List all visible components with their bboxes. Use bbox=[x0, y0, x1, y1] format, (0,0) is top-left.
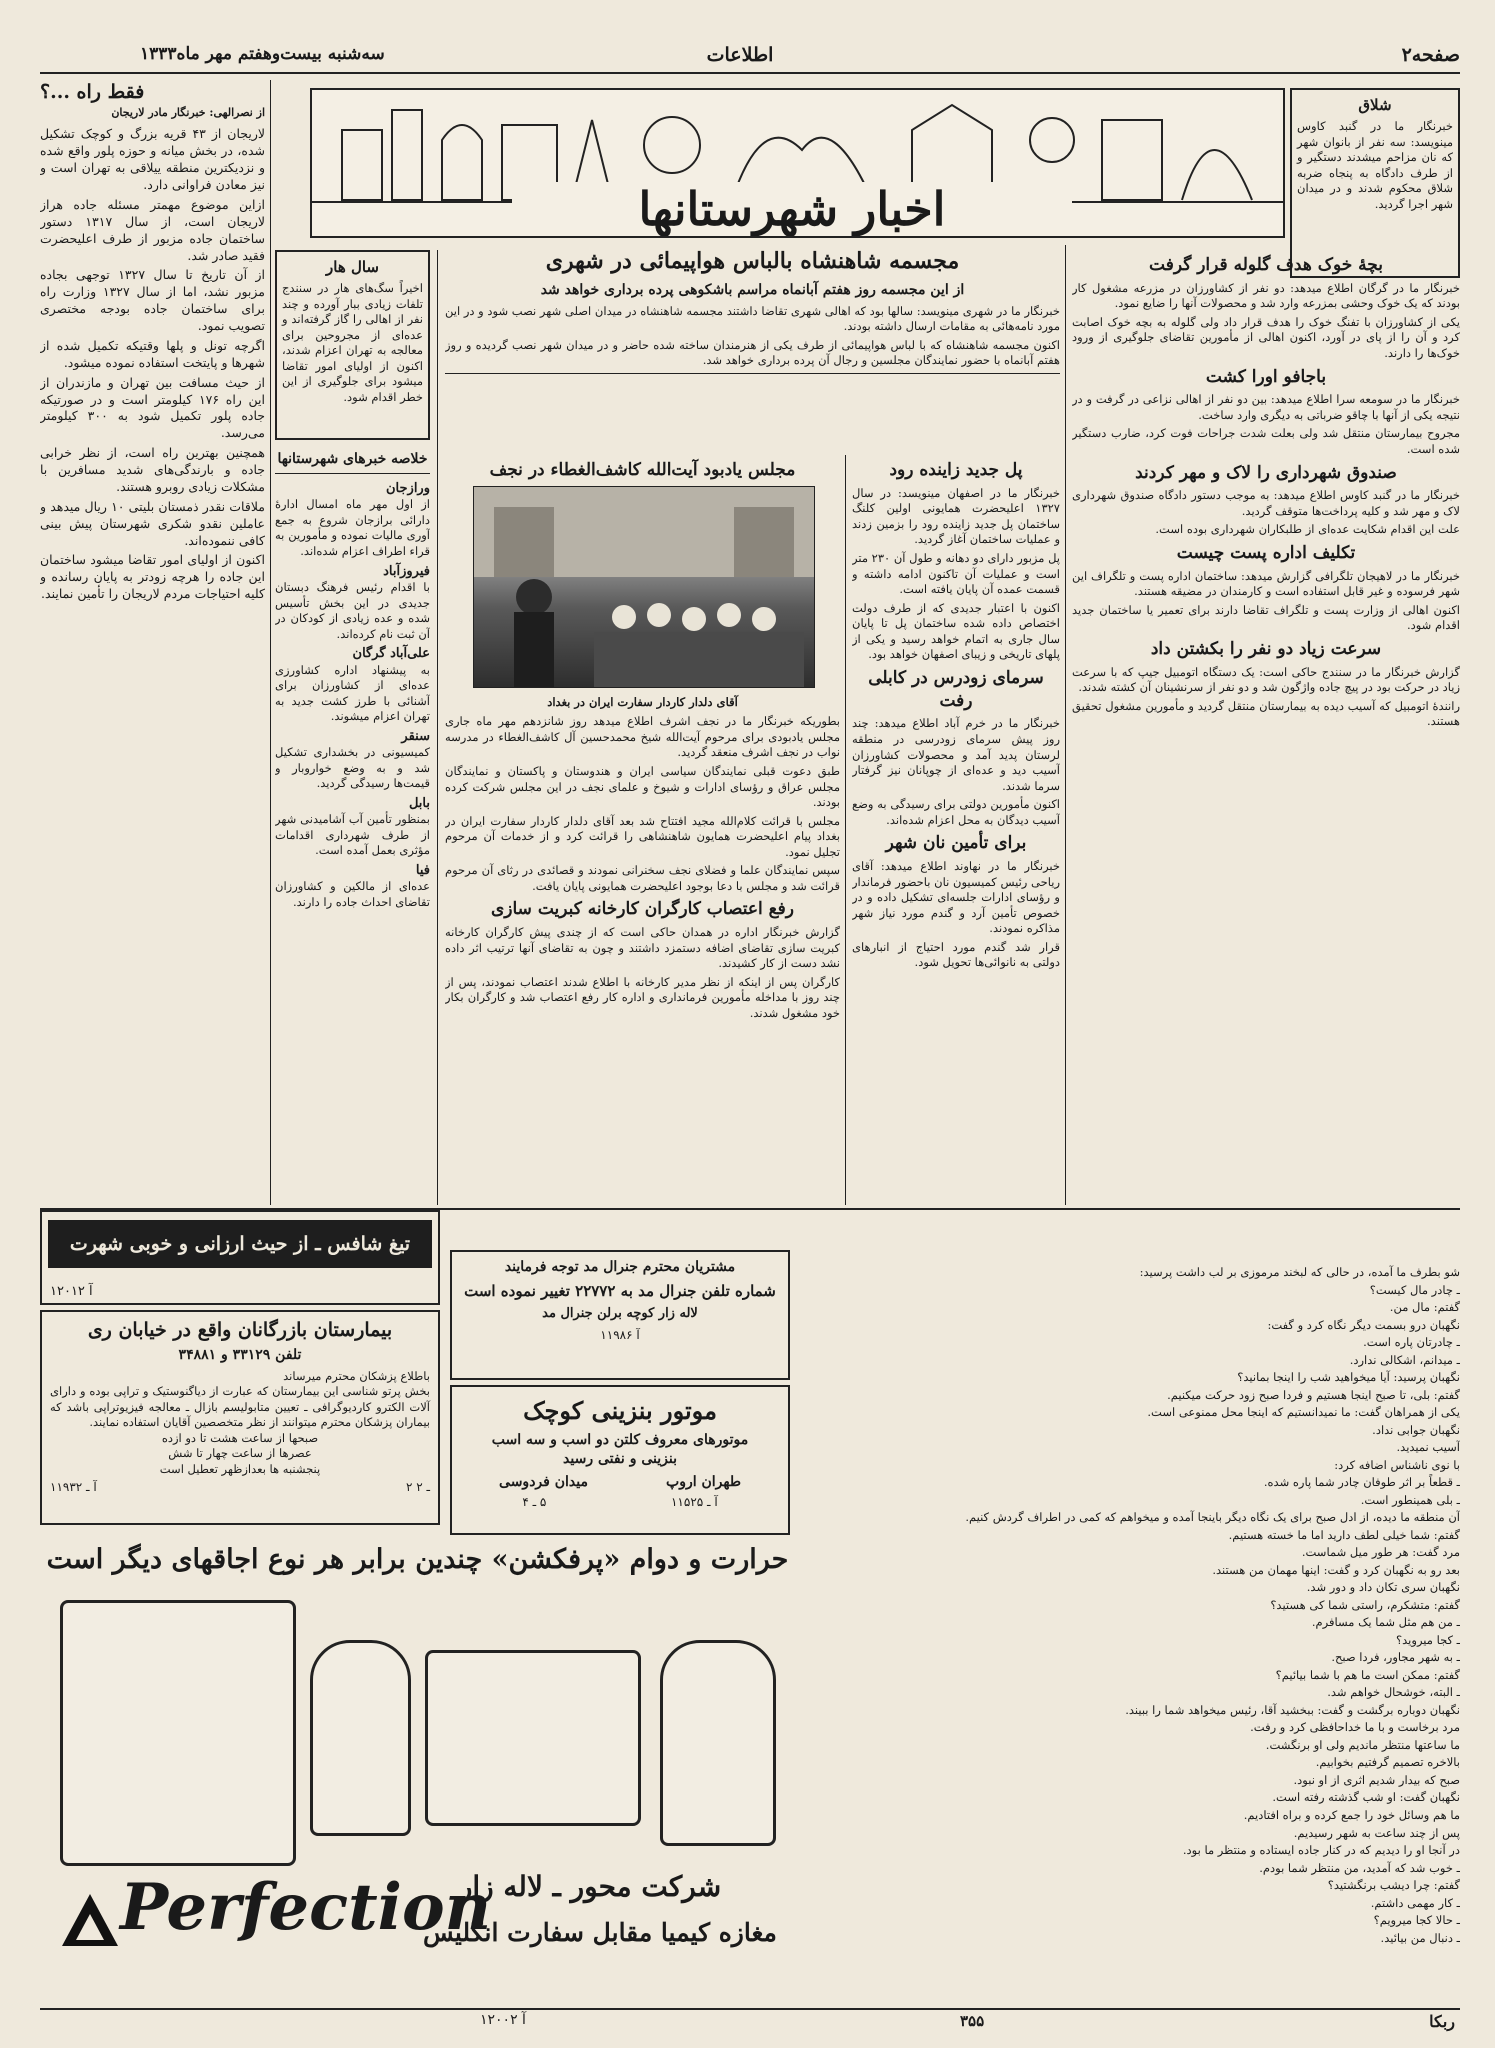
khulasa-item-text: با اقدام رئیس فرهنگ دبستان جدیدی در این بخش تأسیس شده و عده زیادی از کودکان در آن ثبت نام کرده‌اند. bbox=[275, 580, 430, 641]
hospital-line: پنجشنبه ها بعدازظهر تعطیل است bbox=[159, 1461, 321, 1476]
perfection-brand: Perfection bbox=[120, 1870, 492, 1945]
article-headline: پل جدید زاینده رود bbox=[889, 460, 1023, 480]
article-para: اکنون با اعتبار جدیدی که از طرف دولت اختصاص داده شده ساختمان پل تا پایان سال جاری به اتمام خواهد رسید و یکی از پلهای تاریخی و زیبای اصفهان خواهد بود. bbox=[852, 600, 1060, 662]
left-para: همچنین بهترین راه است، از نظر خرابی جاده و بارندگی‌های شدید مسافرین با مشکلات زیادی روبرو هستند. bbox=[40, 445, 265, 494]
hospital-title: بیمارستان بازرگانان واقع در خیابان ری bbox=[87, 1319, 393, 1341]
khulasa-item-text: بمنظور تأمین آب آشامیدنی شهر از طرف شهرداری اقدامات مؤثری بعمل آمده است. bbox=[275, 812, 430, 858]
left-para: ملاقات نقدر ذمستان بلیتی ۱۰ ریال میدهد و عاملین نقدو شکری شهرستان پیش بینی کافی ننموده‌اند. bbox=[40, 498, 265, 548]
khulasa-item-head: سنقر bbox=[401, 728, 430, 744]
story-line: شو بطرف ما آمده، در حالی که لبخند مرموزی بر لب داشت پرسید: bbox=[1139, 1265, 1460, 1279]
story-line: یکی از همراهان گفت: ما نمیدانستیم که اینجا محل ممنوعی است. bbox=[1147, 1405, 1460, 1420]
article-subhead: از این مجسمه روز هفتم آبانماه مراسم باشکوهی پرده برداری خواهد شد bbox=[540, 281, 965, 298]
ad-general-mod bbox=[450, 1250, 790, 1380]
hospital-line: باطلاع پزشکان محترم میرساند bbox=[283, 1368, 430, 1383]
article-para: بطوریکه خبرنگار ما در نجف اشرف اطلاع میدهد روز شانزدهم مهر ماه جاری مجلس یادبودی برای مرحوم آیت‌الله شیخ محمدحسین آل کاشف‌الغطاء در مدرسه نواب در نجف اشرف منعقد گردید. bbox=[445, 714, 840, 760]
left-para: اکنون از اولیای امور تقاضا میشود ساختمان این جاده را هرچه زودتر به پایان رسانده و کلیه احتیاجات مردم لاریجان را تأمین نمایند. bbox=[40, 552, 265, 602]
article-para: کارگران پس از اینکه از نظر مدیر کارخانه با اطلاع شدند اعتصاب نمودند، پس از چند روز با مداخله مأمورین فرمانداری و اداره کار رفع اعتصاب شد و کارگران بکار خود مشغول شدند. bbox=[445, 974, 840, 1020]
story-line: آسیب نمیدید. bbox=[1396, 1440, 1460, 1455]
article-para: خبرنگار ما در گرگان اطلاع میدهد: دو نفر از کشاورزان در مزرعه مشغول کار بودند که یک خوک وحشی بمزرعه وارد شد و محصولات آنها را ضایع نمود. bbox=[1072, 280, 1460, 311]
story-line: بعد رو به نگهبان کرد و گفت: اینها مهمان من هستند. bbox=[1212, 1562, 1460, 1577]
article-headline: سرمای زودرس در کابلی رفت bbox=[868, 667, 1044, 711]
masthead bbox=[40, 44, 1460, 70]
article-para: خبرنگار ما در شهری مینویسد: سالها بود که اهالی شهری تقاضا داشتند مجسمه شاهنشاه در میدان اصلی شهر نصب شود و در این مورد نامه‌هائی به مقامات ارسال داشته بودند. bbox=[445, 303, 1060, 334]
bridge-column bbox=[852, 455, 1060, 1205]
story-line: ما ساعتها منتظر ماندیم ولی او برنگشت. bbox=[1265, 1737, 1460, 1752]
story-line: گفتم: بلی، تا صبح اینجا هستیم و فردا صبح زود حرکت میکنیم. bbox=[1167, 1387, 1460, 1402]
column-rule bbox=[270, 80, 271, 1205]
general-line-1: مشتریان محترم جنرال مد توجه فرمایند bbox=[504, 1259, 736, 1275]
article-headline: مجسمه شاهنشاه بالباس هواپیمائی در شهری bbox=[545, 248, 960, 274]
masthead-rule bbox=[40, 72, 1460, 74]
article-headline: رفع اعتصاب کارگران کارخانه کبریت سازی bbox=[490, 899, 795, 920]
story-line: مرد گفت: هر طور میل شماست. bbox=[1301, 1545, 1460, 1560]
story-line: ـ البته، خوشحال خواهم شد. bbox=[1327, 1685, 1460, 1700]
story-line: ما هم وسائل خود را جمع کرده و براه افتادیم. bbox=[1243, 1807, 1460, 1822]
banner bbox=[310, 88, 1285, 238]
article-headline: تکلیف اداره پست چیست bbox=[1176, 543, 1356, 563]
story-line: نگهبان دوباره برگشت و گفت: ببخشید آقا، رئیس میخواهد شما را ببیند. bbox=[1125, 1702, 1460, 1717]
hospital-phone: تلفن ۳۳۱۲۹ و ۳۴۸۸۱ bbox=[178, 1346, 302, 1363]
khulasa-item-text: عده‌ای از مالکین و کشاورزان تقاضای احداث جاده را دارند. bbox=[275, 879, 430, 909]
article-para: مجلس با قرائت کلام‌الله مجید افتتاح شد بعد آقای دلدار کاردار سفارت ایران در بغداد پیام اعلیحضرت همایون شاهنشاهی را قرائت کرد و از خدمات آن مرحوم تجلیل نمود. bbox=[445, 813, 840, 859]
story-line: ـ کار مهمی داشتم. bbox=[1370, 1895, 1460, 1910]
article-para: یکی از کشاورزان با تفنگ خوک را هدف قرار داد ولی گلوله به بچه خوک اصابت کرد و آن را از پای در آورد، اکنون اهالی از مأمورین تقاضای جلوگیری از ورود خوک‌ها را دارند. bbox=[1072, 314, 1460, 360]
article-headline: صندوق شهرداری را لاک و مهر کردند bbox=[1135, 462, 1397, 483]
article-para: سپس نمایندگان علما و فضلای نجف سخنرانی نمودند و قصائدی در رثای آن مرحوم قرائت شد و مجلس با دعا بوجود اعلیحضرت همایونی پایان یافت. bbox=[445, 863, 840, 893]
ad-tigh-shafs bbox=[40, 1210, 440, 1305]
story-line: پس از چند ساعت به شهر رسیدیم. bbox=[1293, 1825, 1460, 1840]
khulasa-item-head: بابل bbox=[408, 795, 430, 811]
heater-illustration bbox=[425, 1650, 641, 1826]
khulasa-item-text: کمیسیونی در بخشداری تشکیل شد و به وضع خواروبار و قیمت‌ها رسیدگی گردید. bbox=[275, 745, 430, 791]
article-para: گزارش خبرنگار اداره در همدان حاکی است که از چندی پیش کارگران کارخانه کبریت سازی تقاضای اضافه دستمزد داشتند و چون به تقاضای آنها ترتیب اثر داده نشد دست از کار کشیدند. bbox=[445, 925, 840, 971]
article-para: خبرنگار ما در اصفهان مینویسد: در سال ۱۳۲۷ اعلیحضرت همایونی اولین کلنگ ساختمان پل جدید زاینده رود را بزمین زدند و عملیات ساختمان آغاز گردید. bbox=[852, 485, 1060, 547]
story-line: در آنجا او را دیدیم که در کنار جاده ایستاده و منتظر ما بود. bbox=[1182, 1843, 1460, 1858]
story-line: گفتم: متشکرم، راستی شما کی هستید؟ bbox=[1270, 1597, 1460, 1612]
heater-illustration bbox=[310, 1640, 411, 1836]
story-line: گفتم: شما خیلی لطف دارید اما ما خسته هستیم. bbox=[1228, 1527, 1460, 1542]
motor-code: آ ـ ۱۱۵۲۵ bbox=[670, 1495, 718, 1510]
story-line: ـ دنبال من بیائید. bbox=[1380, 1930, 1460, 1945]
ad-tigh-text: تیغ شافس ـ از حیث ارزانی و خوبی شهرت جهانی دارد bbox=[48, 1220, 432, 1268]
left-para: از آن تاریخ تا سال ۱۳۲۷ توجهی بجاده مزبور نشد، اما از سال ۱۳۲۷ وزارت راه برای ساختمان جاده بودجه مختصری تصویب نمود. bbox=[40, 267, 265, 334]
footer-page: ۳۵۵ bbox=[960, 2012, 985, 2030]
hospital-line: عصرها از ساعت چهار تا شش bbox=[168, 1446, 312, 1461]
khulasa-title: خلاصه خبرهای شهرستانها bbox=[275, 450, 430, 474]
story-line: نگهبان پرسید: آیا میخواهید شب را اینجا بمانید؟ bbox=[1237, 1370, 1460, 1385]
article-headline: باجافو اورا کشت bbox=[1205, 366, 1327, 387]
ad-tigh-code: آ ۱۲۰۱۲ bbox=[50, 1284, 93, 1299]
hospital-code: آ ـ ۱۱۹۳۲ bbox=[50, 1480, 97, 1495]
footer-code: آ ۱۲۰۰۲ bbox=[480, 2012, 526, 2028]
story-line: ـ خوب شد که آمدید، من منتظر شما بودم. bbox=[1259, 1860, 1460, 1875]
article-para: علت این اقدام شکایت عده‌ای از طلبکاران شهرداری بوده است. bbox=[1155, 522, 1460, 537]
date-line: سه‌شنبه بیست‌وهفتم مهر ماه۱۳۳۳ bbox=[140, 44, 385, 64]
hospital-line: بخش پرتو شناسی این بیمارستان که عبارت از دیاگنوستیک و تراپی بوده و دارای آلات الکترو کاردیوگرافی ـ تعیین متابولیسم بازال ـ معالجه فیزیوتراپی باشد که بیماران پزشکان محترم میتوانند از نظر متخصصین آقایان استفاده نمایند. bbox=[50, 1384, 430, 1430]
story-line: ـ بلی همینطور است. bbox=[1360, 1492, 1460, 1507]
khulasa-item-head: ورازجان bbox=[386, 480, 430, 496]
story-lines-container bbox=[800, 1265, 1460, 1946]
article-para: خبرنگار ما در لاهیجان تلگرافی گزارش میدهد: ساختمان اداره پست و تلگراف این شهر فرسوده و غیر قابل استفاده است و کارمندان در مضیقه هستند. bbox=[1072, 568, 1460, 599]
box-title: شلاق bbox=[1358, 96, 1392, 114]
khulasa-column bbox=[275, 450, 430, 1205]
story-line: ـ قطعاً بر اثر طوفان چادر شما پاره شده. bbox=[1263, 1475, 1460, 1490]
motor-line-2: بنزینی و نفتی رسید bbox=[563, 1451, 677, 1468]
news-box-sag bbox=[275, 250, 430, 440]
khulasa-item-head: فیا bbox=[415, 862, 430, 878]
story-line: ـ میدانم، اشکالی ندارد. bbox=[1349, 1352, 1460, 1367]
story-line: بالاخره تصمیم گرفتیم بخوابیم. bbox=[1315, 1755, 1460, 1770]
article-para: قرار شد گندم مورد احتیاج از انبارهای دولتی به نانوائی‌ها تحویل شود. bbox=[852, 939, 1060, 970]
photo-caption: آقای دلدار کاردار سفارت ایران در بغداد bbox=[547, 694, 738, 709]
article-para: خبرنگار ما در خرم آباد اطلاع میدهد: چند روز پیش سرمای زودرسی در منطقه لرستان پدید آمد و محصولات کشاورزان آسیب دید و عده‌ای از چوپانان نیز گرفتار سرما شدند. bbox=[852, 716, 1060, 793]
general-line-2: شماره تلفن جنرال مد به ۲۲۷۷۲ تغییر نموده است bbox=[464, 1281, 776, 1300]
story-line: نگهبان گفت: او شب گذشته رفته است. bbox=[1272, 1790, 1460, 1805]
perfection-company: شرکت محور ـ لاله زار bbox=[458, 1870, 722, 1903]
article-para: رانندهٔ اتومبیل که آسیب دیده به بیمارستان منتقل گردید و مأمورین مشغول تحقیق هستند. bbox=[1072, 698, 1460, 729]
ad-motor bbox=[450, 1385, 790, 1535]
perfection-shop: مغازه کیمیا مقابل سفارت انگلیس bbox=[423, 1918, 777, 1947]
footer-left: ربکا bbox=[1429, 2012, 1455, 2031]
paper-name: اطلاعات bbox=[706, 44, 774, 66]
article-para: طبق دعوت قبلی نمایندگان سیاسی ایران و هندوستان و پاکستان و نمایندگان مجلس عراق و رؤسای ادارات و شیوخ و علمای نجف در این مجلس شرکت کرده بودند. bbox=[445, 764, 840, 810]
ad-perfection bbox=[40, 1540, 795, 2005]
article-headline: بچهٔ خوک هدف گلوله قرار گرفت bbox=[1149, 255, 1383, 275]
khulasa-item-head: علی‌آباد گرگان bbox=[352, 646, 430, 662]
footer-rule bbox=[40, 2008, 1460, 2010]
banner-title: اخبار شهرستانها bbox=[512, 182, 1072, 236]
left-para: لاریجان از ۴۳ قریه بزرگ و کوچک تشکیل شده، در بخش میانه و حوزه پلور واقع شده و نزدیکترین منطقه ییلاقی به تهران است و نیز معادن فراوانی دارد. bbox=[40, 126, 265, 193]
article-headline: مجلس یادبود آیت‌الله کاشف‌الغطاء در نجف bbox=[489, 460, 796, 480]
article-headline: برای تأمین نان شهر bbox=[885, 833, 1027, 854]
motor-code: ۵ ـ ۴ bbox=[522, 1495, 547, 1510]
story-line: صبح که بیدار شدیم اثری از او نبود. bbox=[1293, 1772, 1460, 1787]
story-line: ـ چادر مال کیست؟ bbox=[1369, 1282, 1460, 1297]
perfection-slogan: حرارت و دوام «پرفکشن» چندین برابر هر نوع اجاقهای دیگر است bbox=[46, 1544, 789, 1575]
box-text: اخیراً سگ‌های هار در سنندج تلفات زیادی ببار آورده و چند نفر از اهالی را گاز گرفته‌اند و عده‌ای از مجروحین برای معالجه به تهران اعزام شدند، اکنون از اولیای امور تقاضا میشود برای جلوگیری از این خطر اقدام شود. bbox=[282, 281, 423, 404]
ad-hospital bbox=[40, 1310, 440, 1525]
box-text: خبرنگار ما در گنبد کاوس مینویسد: سه نفر از بانوان شهر که نان مزاحم میشدند دستگیر و از طرف دادگاه به پنجاه ضربه شلاق محکوم شدند و در میدان شهر اجرا گردید. bbox=[1297, 119, 1453, 211]
heater-illustration bbox=[60, 1600, 296, 1866]
najaf-article bbox=[445, 455, 840, 1205]
left-para: از حیث مسافت بین تهران و مازندران از این راه ۱۷۶ کیلومتر است و در صورتیکه جاده پلور تکمیل شود به ۳۰۰ کیلومتر می‌رسد. bbox=[40, 374, 265, 441]
story-line: با نوی ناشناس اضافه کرد: bbox=[1334, 1457, 1460, 1472]
najaf-photo bbox=[473, 486, 815, 688]
article-para: اکنون مجسمه شاهنشاه که با لباس هواپیمائی از طرف یکی از هنرمندان ساخته شده حاضر و در میدان شهر نصب گردیده و روز هفتم آبانماه با حضور نمایندگان مجلسین و رجال آن پرده برداری خواهد شد. bbox=[445, 337, 1060, 368]
left-byline: از نصرالهی: خبرنگار مادر لاریجان bbox=[111, 105, 265, 119]
story-line: آن منطقه ما دیده، از ادل صبح برای یک نگاه دیگر باینجا آمده و میخواهم که کمی در اطراف گردش کنیم. bbox=[965, 1510, 1460, 1525]
column-rule bbox=[845, 455, 846, 1205]
general-line-3: لاله زار کوچه برلن جنرال مد bbox=[542, 1306, 698, 1322]
column-rule bbox=[437, 250, 438, 1205]
right-column bbox=[1072, 250, 1460, 1205]
khulasa-item-text: به پیشنهاد اداره کشاورزی عده‌ای از کشاورزان برای آشنائی با طرز کشت جدید به تهران اعزام میشوند. bbox=[275, 662, 430, 724]
story-line: نگهبان درو بسمت دیگر نگاه کرد و گفت: bbox=[1267, 1317, 1460, 1332]
article-para: اکنون مأمورین دولتی برای رسیدگی به وضع آسیب دیدگان به محل اعزام شده‌اند. bbox=[852, 797, 1060, 827]
left-para: ازاین موضوع مهمتر مسئله جاده هراز لاریجان است، از سال ۱۳۱۷ دستور ساختمان جاده مزبور از طرف اعلیحضرت فقید صادر شد. bbox=[40, 196, 265, 263]
story-line: مرد برخاست و با ما خداحافظی کرد و رفت. bbox=[1250, 1720, 1460, 1735]
left-para: اگرچه تونل و پلها وقتیکه تکمیل شده از شهرها و پایتخت استفاده نموده میشود. bbox=[40, 337, 265, 370]
story-line: ـ کجا میروید؟ bbox=[1396, 1632, 1460, 1647]
khulasa-item-head: فیروزآباد bbox=[383, 563, 430, 579]
story-line: ـ حالا کجا میرویم؟ bbox=[1373, 1913, 1460, 1928]
story-line: نگهبان سری تکان داد و دور شد. bbox=[1306, 1580, 1460, 1595]
box-title: سال هار bbox=[326, 258, 379, 276]
story-line: ـ چادرتان پاره است. bbox=[1363, 1335, 1460, 1350]
story-line: گفتم: مال من. bbox=[1389, 1300, 1460, 1315]
page-label: صفحه۲ bbox=[1401, 44, 1460, 66]
khulasa-item-text: از اول مهر ماه امسال ادارهٔ دارائی برازجان شروع به جمع آوری مالیات نموده و مأمورین به قراء اطراف اعزام شده‌اند. bbox=[275, 497, 430, 558]
article-para: خبرنگار ما در سومعه سرا اطلاع میدهد: بین دو نفر از اهالی نزاعی در گرفت و در نتیجه یکی از آنها با چاقو ضرباتی به دیگری وارد ساخت. bbox=[1072, 392, 1460, 422]
general-code: آ ۱۱۹۸۶ bbox=[600, 1327, 640, 1342]
article-headline: سرعت زیاد دو نفر را بکشتن داد bbox=[1150, 639, 1382, 659]
story-line: گفتم: ممکن است ما هم با شما بیائیم؟ bbox=[1275, 1667, 1460, 1682]
article-para: خبرنگار ما در گنبد کاوس اطلاع میدهد: به موجب دستور دادگاه صندوق شهرداری لاک و مهر شد و کلیه پرداخت‌ها متوقف گردید. bbox=[1072, 488, 1460, 518]
motor-line-1: موتورهای معروف کلتن دو اسب و سه اسب bbox=[491, 1432, 749, 1449]
article-para: خبرنگار ما در نهاوند اطلاع میدهد: آقای ریاحی رئیس کمیسیون نان باحضور فرماندار و رؤسای ادارات جلسه‌ای تشکیل داده و در خصوص تأمین آرد و گندم مورد نیاز شهر مذاکره نمودند. bbox=[852, 859, 1060, 936]
column-rule bbox=[1065, 245, 1066, 1205]
story-line: نگهبان جوابی نداد. bbox=[1372, 1422, 1460, 1437]
motor-title: موتور بنزینی کوچک bbox=[523, 1396, 717, 1425]
article-para: پل مزبور دارای دو دهانه و طول آن ۲۳۰ متر است و عملیات آن تاکنون ادامه داشته و قسمت عمده آن پایان یافته است. bbox=[852, 551, 1060, 597]
heater-illustration bbox=[660, 1640, 776, 1846]
article-para: گزارش خبرنگار ما در سنندج حاکی است: یک دستگاه اتومبیل جیپ که با سرعت زیاد در حرکت بود در پیچ جاده واژگون شد و دو نفر از سرنشینان آن کشته شدند. bbox=[1072, 664, 1460, 695]
article-para: اکنون اهالی از وزارت پست و تلگراف تقاضا دارند برای تعمیر یا ساختمان جدید اقدام شود. bbox=[1072, 602, 1460, 633]
motor-address-a: طهران اروپ bbox=[666, 1474, 741, 1491]
story-column bbox=[800, 1265, 1460, 2005]
story-line: ـ من هم مثل شما یک مسافرم. bbox=[1311, 1615, 1460, 1630]
left-column bbox=[40, 80, 265, 1205]
motor-address-b: میدان فردوسی bbox=[499, 1474, 588, 1491]
hospital-line: صبحها از ساعت هشت تا دو ازده bbox=[161, 1430, 319, 1445]
perfection-logo-icon bbox=[60, 1890, 120, 1950]
hospital-code: ۲ ـ ۲ bbox=[405, 1480, 430, 1495]
story-line: گفتم: چرا دیشب برنگشتید؟ bbox=[1327, 1878, 1460, 1893]
left-title: فقط راه ...؟ bbox=[40, 81, 145, 103]
story-line: ـ به شهر مجاور، فردا صبح. bbox=[1331, 1650, 1460, 1665]
article-para: مجروح بیمارستان منتقل شد ولی بعلت شدت جراحات فوت کرد، ضارب دستگیر شده است. bbox=[1072, 426, 1460, 456]
